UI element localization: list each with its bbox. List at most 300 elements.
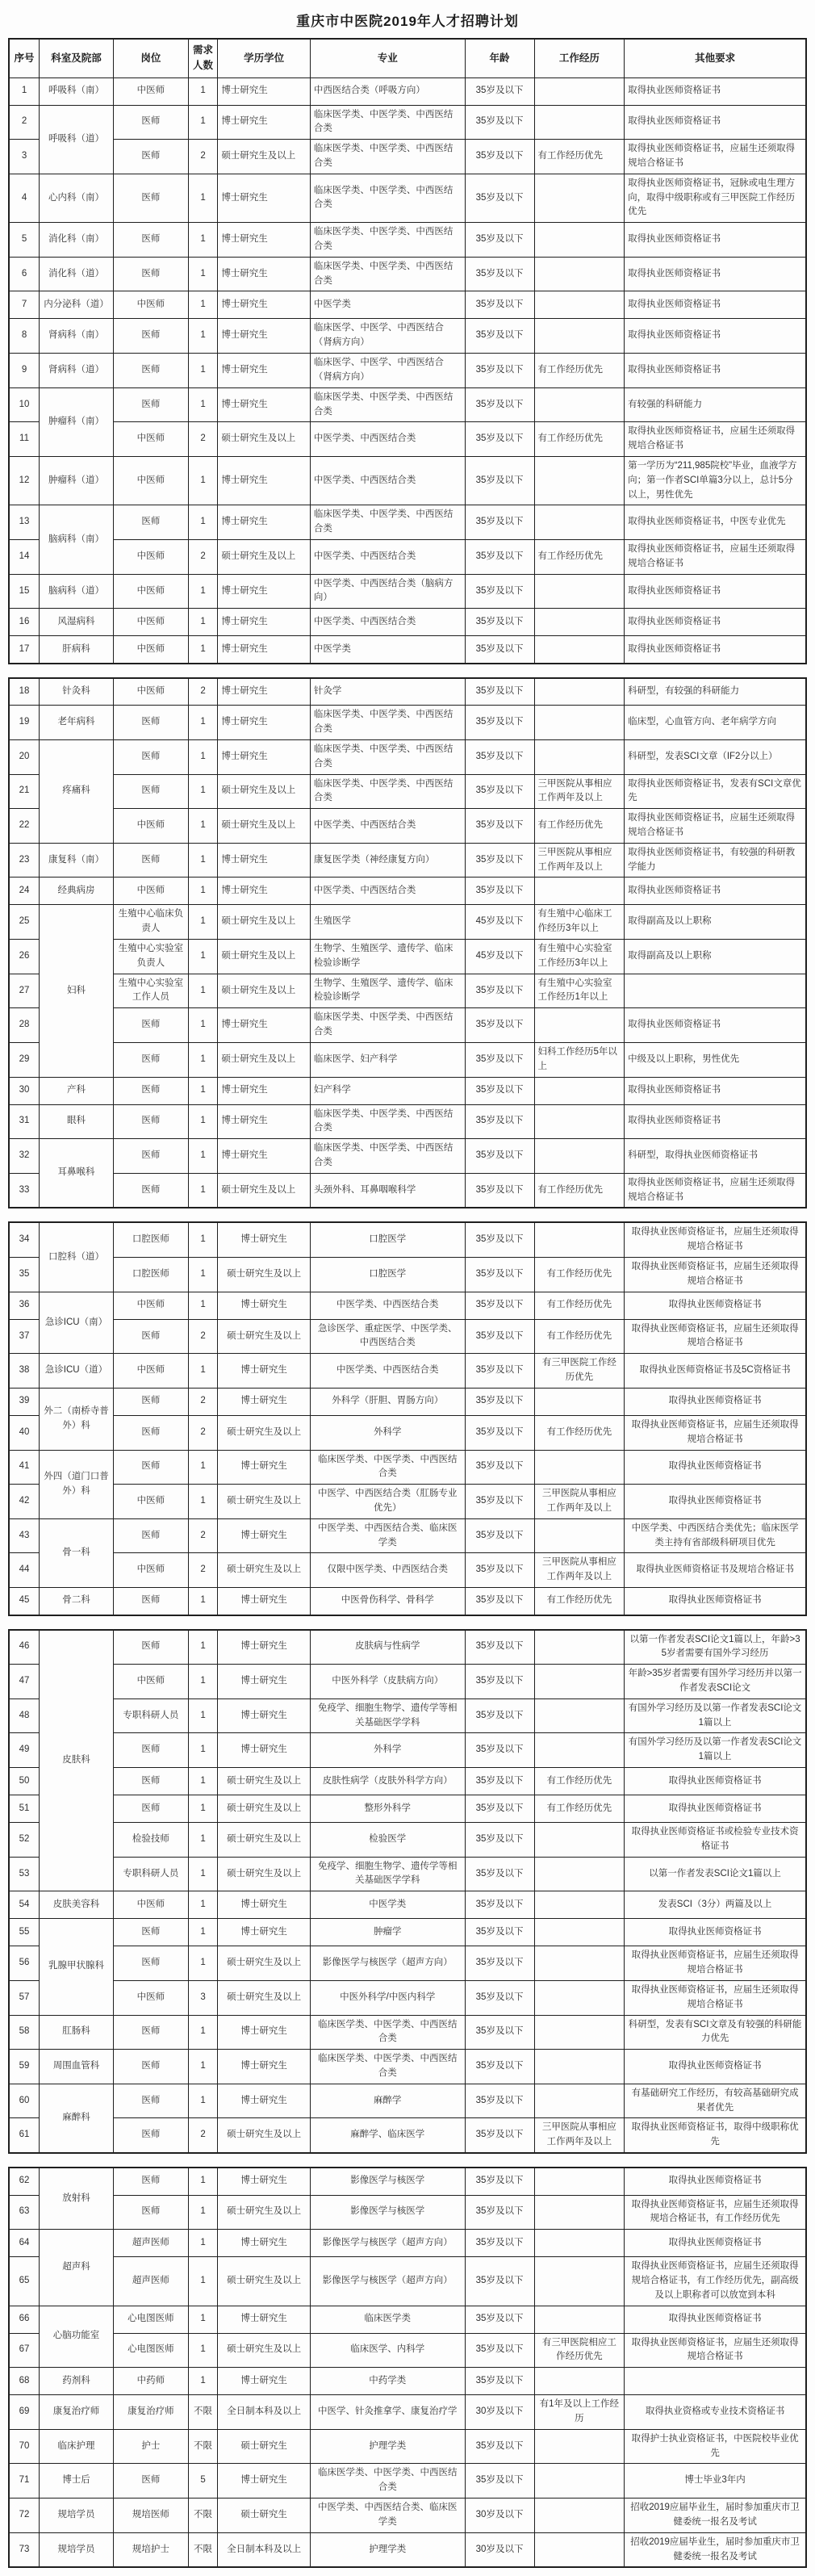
cell-degree: 硕士研究生及以上 (218, 1415, 311, 1450)
cell-major: 中医学类、中西医结合类 (310, 1292, 465, 1319)
cell-count: 1 (188, 2257, 218, 2306)
table-row (9, 1008, 806, 1043)
cell-exp (534, 1980, 625, 2015)
cell-degree: 博士研究生 (218, 2050, 311, 2084)
cell-age: 35岁及以下 (465, 1222, 534, 1257)
cell-count: 1 (188, 291, 218, 319)
cell-count: 不限 (188, 2429, 218, 2464)
cell-degree: 博士研究生 (218, 1388, 311, 1415)
cell-major: 中医学类、中西医结合类 (310, 809, 465, 844)
cell-count: 2 (188, 1388, 218, 1415)
cell-exp (534, 2015, 625, 2050)
cell-other: 取得执业医师资格证书 (625, 1919, 806, 1946)
col-header-major: 专业 (310, 39, 465, 77)
cell-post: 医师 (113, 1450, 188, 1485)
cell-post: 医师 (113, 1042, 188, 1077)
cell-exp (534, 387, 625, 422)
cell-no: 17 (9, 636, 40, 664)
cell-dept: 皮肤科 (40, 1630, 114, 1891)
cell-post: 医师 (113, 1415, 188, 1450)
cell-no: 20 (9, 739, 40, 774)
cell-major: 外科学 (310, 1733, 465, 1768)
cell-major: 中医外科学（皮肤病方向） (310, 1665, 465, 1699)
cell-no: 49 (9, 1733, 40, 1768)
cell-no: 41 (9, 1450, 40, 1485)
table-row (9, 1415, 806, 1450)
cell-count: 1 (188, 1919, 218, 1946)
cell-exp: 有工作经历优先 (534, 1415, 625, 1450)
cell-count: 1 (188, 2230, 218, 2257)
cell-major: 中医学、中西医结合类（肛肠专业优先） (310, 1485, 465, 1519)
cell-degree: 全日制本科及以上 (218, 2532, 311, 2567)
cell-degree: 博士研究生 (218, 1139, 311, 1174)
cell-post: 医师 (113, 1388, 188, 1415)
cell-no: 43 (9, 1518, 40, 1553)
cell-dept: 耳鼻喉科 (40, 1139, 114, 1208)
cell-other: 取得执业医师资格证书 (625, 223, 806, 258)
cell-degree: 博士研究生 (218, 319, 311, 354)
cell-count: 2 (188, 1415, 218, 1450)
cell-no: 59 (9, 2050, 40, 2084)
cell-dept: 康复治疗师 (40, 2395, 114, 2430)
cell-post: 规培医师 (113, 2499, 188, 2533)
cell-other: 取得执业医师资格证书 (625, 1485, 806, 1519)
cell-degree: 博士研究生 (218, 1891, 311, 1919)
cell-dept: 肾病科（南） (40, 319, 114, 354)
cell-other: 取得执业医师资格证书 (625, 2050, 806, 2084)
cell-age: 35岁及以下 (465, 1258, 534, 1292)
cell-count: 不限 (188, 2532, 218, 2567)
cell-age: 35岁及以下 (465, 1485, 534, 1519)
cell-exp: 三甲医院从事相应工作两年及以上 (534, 1485, 625, 1519)
cell-major: 生物学、生殖医学、遗传学、临床检验诊断学 (310, 940, 465, 974)
cell-age: 35岁及以下 (465, 1946, 534, 1981)
cell-major: 护理学类 (310, 2429, 465, 2464)
table-row (9, 2368, 806, 2395)
cell-degree: 博士研究生 (218, 2015, 311, 2050)
cell-age: 35岁及以下 (465, 2429, 534, 2464)
recruitment-table-section-1 (8, 38, 807, 664)
cell-exp (534, 1857, 625, 1891)
cell-exp (534, 1518, 625, 1553)
cell-no: 5 (9, 223, 40, 258)
cell-major: 临床医学类、中医学类、中西医结合类 (310, 174, 465, 222)
cell-count: 1 (188, 1733, 218, 1768)
cell-dept: 风湿病科 (40, 609, 114, 636)
cell-degree: 博士研究生 (218, 1292, 311, 1319)
cell-age: 35岁及以下 (465, 2015, 534, 2050)
recruitment-table-section-4 (8, 1629, 807, 2155)
cell-degree: 博士研究生 (218, 1588, 311, 1615)
cell-count: 1 (188, 574, 218, 609)
cell-major: 康复医学类（神经康复方向） (310, 843, 465, 878)
cell-major: 影像医学与核医学 (310, 2168, 465, 2195)
cell-count: 1 (188, 1292, 218, 1319)
cell-no: 45 (9, 1588, 40, 1615)
cell-exp: 有工作经历优先 (534, 1319, 625, 1354)
cell-age: 35岁及以下 (465, 540, 534, 575)
cell-count: 1 (188, 1795, 218, 1823)
cell-major: 临床医学类、中医学类、中西医结合类 (310, 1008, 465, 1043)
cell-major: 临床医学类、中医学类、中西医结合类 (310, 223, 465, 258)
cell-dept: 骨一科 (40, 1518, 114, 1587)
cell-degree: 博士研究生 (218, 456, 311, 505)
cell-age: 35岁及以下 (465, 609, 534, 636)
cell-degree: 硕士研究生及以上 (218, 1553, 311, 1588)
cell-count: 1 (188, 319, 218, 354)
table-row (9, 2230, 806, 2257)
cell-post: 医师 (113, 1946, 188, 1981)
cell-post: 医师 (113, 843, 188, 878)
cell-post: 中药师 (113, 2368, 188, 2395)
cell-major: 临床医学类、中医学类、中西医结合类 (310, 2015, 465, 2050)
cell-other: 取得副高及以上职称 (625, 905, 806, 940)
cell-age: 35岁及以下 (465, 1104, 534, 1139)
cell-major: 麻醉学 (310, 2084, 465, 2118)
cell-dept: 口腔科（道） (40, 1222, 114, 1292)
cell-degree: 硕士研究生及以上 (218, 1823, 311, 1858)
cell-major: 影像医学与核医学（超声方向） (310, 1946, 465, 1981)
cell-dept: 疼痛科 (40, 739, 114, 843)
cell-other: 取得执业医师资格证书 (625, 1768, 806, 1795)
cell-degree: 博士研究生 (218, 1518, 311, 1553)
cell-other: 取得执业医师资格证书，有较强的科研教学能力 (625, 843, 806, 878)
table-body (9, 77, 806, 664)
cell-other: 取得执业医师资格证书 (625, 609, 806, 636)
cell-other: 取得执业医师资格证书，取得中级职称优先 (625, 2118, 806, 2153)
cell-no: 40 (9, 1415, 40, 1450)
cell-exp (534, 2195, 625, 2230)
cell-major: 临床医学类 (310, 2306, 465, 2333)
cell-degree: 硕士研究生及以上 (218, 809, 311, 844)
cell-other: 取得执业医师资格证书 (625, 105, 806, 140)
cell-exp (534, 319, 625, 354)
table-row (9, 422, 806, 457)
cell-major: 口腔医学 (310, 1258, 465, 1292)
cell-exp (534, 291, 625, 319)
cell-exp: 有工作经历优先 (534, 1588, 625, 1615)
cell-exp: 妇科工作经历5年以上 (534, 1042, 625, 1077)
cell-count: 1 (188, 2195, 218, 2230)
cell-age: 35岁及以下 (465, 105, 534, 140)
table-row (9, 1450, 806, 1485)
table-row (9, 636, 806, 664)
cell-other: 科研型，发表SCI文章（IF2分以上） (625, 739, 806, 774)
cell-dept: 脑病科（南） (40, 505, 114, 574)
cell-age: 35岁及以下 (465, 223, 534, 258)
cell-age: 35岁及以下 (465, 1553, 534, 1588)
cell-other: 年龄>35岁者需要有国外学习经历并以第一作者发表SCI论文 (625, 1665, 806, 1699)
cell-major: 免疫学、细胞生物学、遗传学等相关基础医学学科 (310, 1857, 465, 1891)
cell-age: 35岁及以下 (465, 678, 534, 706)
cell-other: 科研型，有较强的科研能力 (625, 678, 806, 706)
cell-no: 29 (9, 1042, 40, 1077)
recruitment-table-section-5 (8, 2167, 807, 2568)
cell-no: 19 (9, 706, 40, 740)
cell-other: 有国外学习经历及以第一作者发表SCI论文1篇以上 (625, 1733, 806, 1768)
cell-other: 科研型，发表有SCI文章及有较强的科研能力优先 (625, 2015, 806, 2050)
cell-degree: 博士研究生 (218, 2168, 311, 2195)
table-row (9, 1768, 806, 1795)
cell-age: 35岁及以下 (465, 354, 534, 388)
cell-major: 皮肤性病学（皮肤外科学方向） (310, 1768, 465, 1795)
cell-count: 1 (188, 1630, 218, 1665)
cell-other: 取得执业医师资格证书 (625, 1292, 806, 1319)
cell-major: 临床医学、中医学、中西医结合（肾病方向） (310, 354, 465, 388)
table-row (9, 905, 806, 940)
cell-degree: 博士研究生 (218, 1354, 311, 1389)
table-row (9, 1354, 806, 1389)
cell-count: 1 (188, 1173, 218, 1208)
cell-post: 医师 (113, 105, 188, 140)
cell-count: 5 (188, 2464, 218, 2499)
cell-major: 临床医学类、中医学类、中西医结合类 (310, 105, 465, 140)
cell-count: 1 (188, 223, 218, 258)
cell-post: 医师 (113, 706, 188, 740)
cell-exp: 有生殖中心临床工作经历3年以上 (534, 905, 625, 940)
col-header-dept: 科室及院部 (40, 39, 114, 77)
cell-other: 有基础研究工作经历，有较高基础研究成果者优先 (625, 2084, 806, 2118)
cell-major: 临床医学类、中医学类、中西医结合类 (310, 140, 465, 174)
cell-exp (534, 2230, 625, 2257)
table-row (9, 456, 806, 505)
cell-major: 中医学类 (310, 1891, 465, 1919)
table-row (9, 1553, 806, 1588)
cell-exp: 有三甲医院工作经历优先 (534, 1354, 625, 1389)
cell-exp (534, 1104, 625, 1139)
cell-no: 22 (9, 809, 40, 844)
cell-age: 35岁及以下 (465, 1008, 534, 1043)
cell-age: 30岁及以下 (465, 2395, 534, 2430)
cell-exp: 有工作经历优先 (534, 1258, 625, 1292)
cell-no: 72 (9, 2499, 40, 2533)
table-row (9, 2084, 806, 2118)
cell-age: 35岁及以下 (465, 1698, 534, 1733)
table-row (9, 843, 806, 878)
cell-post: 医师 (113, 1518, 188, 1553)
table-row (9, 2306, 806, 2333)
cell-no: 60 (9, 2084, 40, 2118)
cell-no: 62 (9, 2168, 40, 2195)
cell-post: 医师 (113, 505, 188, 540)
cell-count: 1 (188, 1857, 218, 1891)
cell-age: 35岁及以下 (465, 1919, 534, 1946)
cell-degree: 博士研究生 (218, 678, 311, 706)
cell-exp: 有工作经历优先 (534, 1292, 625, 1319)
cell-major: 临床医学、中医学、中西医结合（肾病方向） (310, 319, 465, 354)
table-row (9, 1733, 806, 1768)
cell-degree: 博士研究生 (218, 1698, 311, 1733)
cell-degree: 博士研究生 (218, 1450, 311, 1485)
cell-other: 取得执业医师资格证书，发表有SCI文章优先 (625, 774, 806, 809)
cell-post: 中医师 (113, 636, 188, 664)
cell-dept: 心内科（南） (40, 174, 114, 222)
cell-post: 医师 (113, 1588, 188, 1615)
table-row (9, 1139, 806, 1174)
cell-count: 2 (188, 678, 218, 706)
cell-no: 38 (9, 1354, 40, 1389)
cell-major: 临床医学类、中医学类、中西医结合类 (310, 1104, 465, 1139)
col-header-post: 岗位 (113, 39, 188, 77)
cell-age: 35岁及以下 (465, 1173, 534, 1208)
cell-other: 取得执业医师资格证书 (625, 1450, 806, 1485)
cell-exp: 有工作经历优先 (534, 1768, 625, 1795)
cell-post: 医师 (113, 1104, 188, 1139)
table-row (9, 878, 806, 905)
cell-major: 临床医学类、中医学类、中西医结合类 (310, 505, 465, 540)
table-row (9, 1292, 806, 1319)
cell-exp (534, 2257, 625, 2306)
cell-major: 针灸学 (310, 678, 465, 706)
cell-other: 取得执业医师资格证书，应届生还须取得规培合格证书 (625, 1319, 806, 1354)
cell-exp (534, 174, 625, 222)
cell-dept: 规培学员 (40, 2532, 114, 2567)
table-row (9, 1518, 806, 1553)
cell-no: 30 (9, 1077, 40, 1104)
cell-no: 44 (9, 1553, 40, 1588)
cell-degree: 博士研究生 (218, 1630, 311, 1665)
cell-degree: 博士研究生 (218, 1008, 311, 1043)
table-row (9, 774, 806, 809)
cell-other: 以第一作者发表SCI论文1篇以上，年龄>35岁者需要有国外学习经历 (625, 1630, 806, 1665)
cell-major: 临床医学、妇产科学 (310, 1042, 465, 1077)
cell-post: 超声医师 (113, 2230, 188, 2257)
table-header (9, 39, 806, 77)
cell-degree: 硕士研究生 (218, 2499, 311, 2533)
cell-degree: 硕士研究生及以上 (218, 1857, 311, 1891)
cell-no: 21 (9, 774, 40, 809)
cell-major: 中医学类、中西医结合类 (310, 878, 465, 905)
cell-major: 检验医学 (310, 1823, 465, 1858)
cell-count: 1 (188, 354, 218, 388)
cell-age: 35岁及以下 (465, 1077, 534, 1104)
cell-post: 生殖中心临床负责人 (113, 905, 188, 940)
cell-degree: 博士研究生 (218, 505, 311, 540)
cell-degree: 硕士研究生及以上 (218, 974, 311, 1008)
recruitment-tables-container (0, 38, 815, 2568)
cell-exp (534, 2429, 625, 2464)
cell-other: 取得执业医师资格证书 (625, 77, 806, 105)
cell-post: 中医师 (113, 456, 188, 505)
cell-age: 35岁及以下 (465, 2257, 534, 2306)
cell-exp (534, 1733, 625, 1768)
cell-count: 1 (188, 878, 218, 905)
cell-age: 35岁及以下 (465, 878, 534, 905)
cell-no: 53 (9, 1857, 40, 1891)
cell-count: 1 (188, 2368, 218, 2395)
cell-degree: 博士研究生 (218, 2368, 311, 2395)
cell-no: 52 (9, 1823, 40, 1858)
cell-other: 取得执业医师资格证书，应届生还须取得规培合格证书 (625, 809, 806, 844)
cell-no: 34 (9, 1222, 40, 1257)
cell-count: 1 (188, 1450, 218, 1485)
cell-count: 1 (188, 809, 218, 844)
cell-no: 1 (9, 77, 40, 105)
cell-post: 专职科研人员 (113, 1857, 188, 1891)
cell-degree: 全日制本科及以上 (218, 2395, 311, 2430)
cell-other: 取得执业资格或专业技术资格证书 (625, 2395, 806, 2430)
table-body (9, 2168, 806, 2567)
cell-no: 71 (9, 2464, 40, 2499)
cell-major: 影像医学与核医学（超声方向） (310, 2257, 465, 2306)
cell-major: 妇产科学 (310, 1077, 465, 1104)
cell-other: 取得执业医师资格证书，应届生还须取得规培合格证书 (625, 1946, 806, 1981)
col-header-exp: 工作经历 (534, 39, 625, 77)
cell-dept: 肛肠科 (40, 2015, 114, 2050)
cell-major: 护理学类 (310, 2532, 465, 2567)
cell-post: 医师 (113, 1795, 188, 1823)
cell-count: 2 (188, 422, 218, 457)
cell-other: 发表SCI（3分）两篇及以上 (625, 1891, 806, 1919)
table-row (9, 257, 806, 291)
cell-count: 1 (188, 2168, 218, 2195)
cell-count: 1 (188, 105, 218, 140)
cell-age: 35岁及以下 (465, 1319, 534, 1354)
cell-exp (534, 636, 625, 664)
cell-degree: 博士研究生 (218, 2084, 311, 2118)
cell-count: 1 (188, 974, 218, 1008)
table-row (9, 387, 806, 422)
cell-no: 31 (9, 1104, 40, 1139)
table-row (9, 739, 806, 774)
cell-exp (534, 77, 625, 105)
cell-major: 临床医学类、中医学类、中西医结合类 (310, 1139, 465, 1174)
cell-degree: 硕士研究生及以上 (218, 1319, 311, 1354)
cell-age: 35岁及以下 (465, 2306, 534, 2333)
cell-count: 1 (188, 1139, 218, 1174)
table-row (9, 2168, 806, 2195)
cell-count: 1 (188, 2306, 218, 2333)
cell-dept: 乳腺甲状腺科 (40, 1919, 114, 2015)
cell-post: 医师 (113, 774, 188, 809)
cell-exp (534, 505, 625, 540)
cell-no: 10 (9, 387, 40, 422)
table-row (9, 940, 806, 974)
cell-degree: 硕士研究生及以上 (218, 140, 311, 174)
table-row (9, 2195, 806, 2230)
cell-dept: 皮肤美容科 (40, 1891, 114, 1919)
cell-degree: 博士研究生 (218, 174, 311, 222)
cell-exp: 有工作经历优先 (534, 354, 625, 388)
cell-no: 4 (9, 174, 40, 222)
cell-dept: 眼科 (40, 1104, 114, 1139)
table-row (9, 2429, 806, 2464)
cell-age: 35岁及以下 (465, 809, 534, 844)
cell-dept: 康复科（南） (40, 843, 114, 878)
cell-no: 14 (9, 540, 40, 575)
cell-dept: 呼吸科（南） (40, 77, 114, 105)
cell-no: 12 (9, 456, 40, 505)
cell-post: 医师 (113, 1630, 188, 1665)
cell-count: 1 (188, 1077, 218, 1104)
cell-post: 超声医师 (113, 2257, 188, 2306)
cell-count: 1 (188, 1823, 218, 1858)
cell-exp: 有工作经历优先 (534, 540, 625, 575)
cell-no: 33 (9, 1173, 40, 1208)
cell-degree: 硕士研究生及以上 (218, 2118, 311, 2153)
cell-no: 18 (9, 678, 40, 706)
cell-age: 35岁及以下 (465, 2333, 534, 2368)
cell-degree: 博士研究生 (218, 574, 311, 609)
cell-post: 中医师 (113, 1292, 188, 1319)
cell-age: 35岁及以下 (465, 1139, 534, 1174)
cell-other: 中医学类、中西医结合类优先；临床医学类主持有省部级科研项目优先 (625, 1518, 806, 1553)
cell-post: 中医师 (113, 878, 188, 905)
cell-degree: 硕士研究生及以上 (218, 1173, 311, 1208)
table-row (9, 1485, 806, 1519)
cell-no: 50 (9, 1768, 40, 1795)
cell-count: 1 (188, 174, 218, 222)
